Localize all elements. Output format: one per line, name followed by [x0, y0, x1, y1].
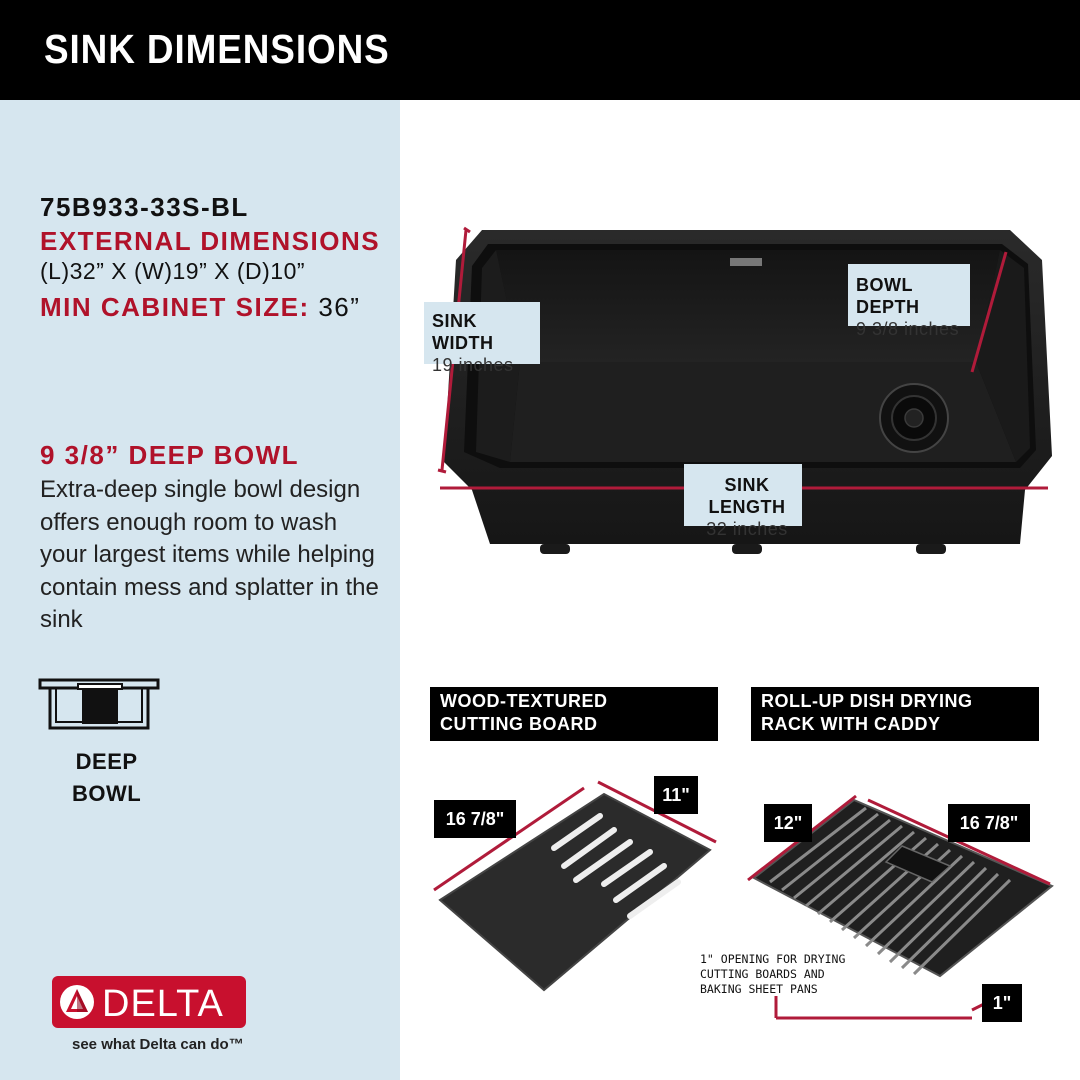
brand-name: DELTA [102, 983, 224, 1025]
cabinet-label: MIN CABINET SIZE: [40, 292, 310, 322]
brand-tagline: see what Delta can do™ [72, 1036, 244, 1053]
bowl-depth-callout: BOWL DEPTH 9 3/8 inches [848, 264, 970, 326]
sink-width-callout: SINK WIDTH 19 inches [424, 302, 540, 364]
external-dimensions-value: (L)32” X (W)19” X (D)10” [40, 258, 306, 284]
drying-rack-heading: ROLL-UP DISH DRYING RACK WITH CADDY [751, 687, 1039, 741]
board-length-tag: 16 7/8" [434, 800, 516, 838]
page-title: SINK DIMENSIONS [44, 26, 390, 72]
deep-bowl-icon [38, 676, 162, 734]
sink-length-callout: SINK LENGTH 32 inches [684, 464, 802, 526]
deep-bowl-label: DEEP BOWL [72, 749, 142, 806]
min-cabinet-size [40, 292, 360, 323]
cutting-board-heading: WOOD-TEXTURED CUTTING BOARD [430, 687, 718, 741]
delta-logo [52, 976, 246, 1028]
rack-width-tag: 12" [764, 804, 812, 842]
rack-length-tag: 16 7/8" [948, 804, 1030, 842]
deep-bowl-heading: 9 3/8” DEEP BOWL [40, 440, 300, 470]
header-bar [0, 0, 1080, 100]
delta-triangle-icon [58, 983, 96, 1021]
model-number: 75B933-33S-BL [40, 192, 249, 222]
board-width-tag: 11" [654, 776, 698, 814]
deep-bowl-description: Extra-deep single bowl design offers enough room to wash your largest items while helping contain mess and splatter in the sink [40, 476, 379, 633]
cabinet-value: 36” [318, 292, 361, 322]
opening-note: 1" OPENING FOR DRYING CUTTING BOARDS AND BAKING SHEET PANS [700, 952, 846, 996]
opening-size-tag: 1" [982, 984, 1022, 1022]
external-dimensions-heading: EXTERNAL DIMENSIONS [40, 226, 381, 256]
